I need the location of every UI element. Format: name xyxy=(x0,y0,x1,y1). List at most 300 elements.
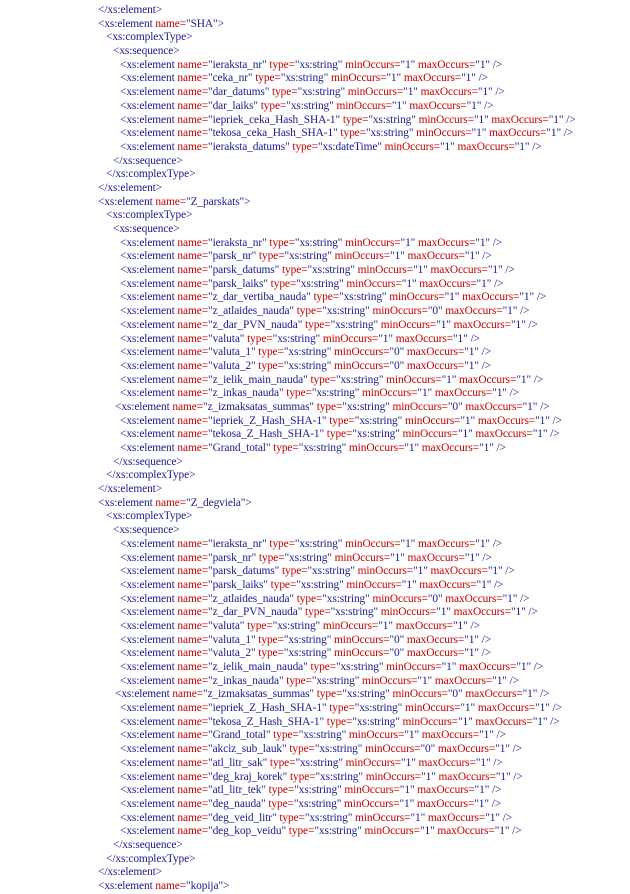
xml-markup: "deg_nauda" xyxy=(208,797,269,810)
xml-markup: "1" /> xyxy=(464,647,492,660)
xml-attribute-name: type= xyxy=(270,277,297,290)
xml-markup: <xs:element xyxy=(120,797,178,810)
xml-attribute-name: type= xyxy=(272,86,298,99)
xml-attribute-name: name= xyxy=(177,756,209,769)
xml-markup: <xs:element xyxy=(120,264,178,277)
xml-attribute-name: minOccurs= xyxy=(357,565,414,578)
xml-markup: "xs:string" xyxy=(283,633,335,646)
xml-markup: "1" /> xyxy=(466,99,494,112)
xml-attribute-name: type= xyxy=(258,359,284,372)
xml-markup: "1" /> xyxy=(464,346,492,359)
xml-markup: "0" xyxy=(427,305,446,318)
xml-markup: "valuta_2" xyxy=(208,359,259,372)
xml-markup: "1" /> xyxy=(502,305,530,318)
xml-markup: "1" xyxy=(419,825,438,838)
xml-line xyxy=(0,661,630,675)
xml-markup: "1" xyxy=(400,236,418,249)
xml-markup: "deg_veid_litr" xyxy=(208,811,280,824)
xml-markup: <xs:element xyxy=(120,674,178,687)
xml-line xyxy=(0,812,630,826)
xml-line xyxy=(0,743,630,757)
xml-attribute-name: maxOccurs= xyxy=(427,811,486,824)
xml-attribute-name: maxOccurs= xyxy=(462,291,520,304)
xml-markup: "z_ielik_main_nauda" xyxy=(208,373,311,386)
xml-markup: "1" /> xyxy=(453,332,480,345)
xml-markup: "valuta" xyxy=(208,332,248,345)
xml-markup: "xs:string" xyxy=(315,770,366,783)
xml-attribute-name: maxOccurs= xyxy=(409,99,467,112)
xml-attribute-name: maxOccurs= xyxy=(465,400,523,413)
xml-markup: "1" xyxy=(460,414,478,427)
xml-attribute-name: type= xyxy=(305,606,331,619)
xml-markup: <xs:element xyxy=(120,715,178,728)
xml-markup: "1" /> xyxy=(461,72,488,85)
xml-markup: "ieraksta_nr" xyxy=(208,236,270,249)
xml-attribute-name: minOccurs= xyxy=(384,140,440,153)
xml-attribute-name: maxOccurs= xyxy=(475,428,533,441)
xml-markup: "z_ielik_main_nauda" xyxy=(208,661,311,673)
xml-attribute-name: type= xyxy=(342,113,369,126)
xml-markup: "xs:string" xyxy=(283,359,335,372)
xml-markup: <xs:element xyxy=(120,127,178,140)
xml-markup: "deg_kraj_korek" xyxy=(208,770,290,783)
xml-attribute-name: name= xyxy=(155,880,187,892)
xml-markup: <xs:complexType> xyxy=(106,209,193,222)
xml-line xyxy=(0,579,630,593)
xml-line xyxy=(0,387,630,401)
xml-markup: <xs:element xyxy=(120,359,178,372)
xml-markup: </xs:element> xyxy=(98,181,163,194)
xml-attribute-name: minOccurs= xyxy=(402,715,458,728)
xml-attribute-name: maxOccurs= xyxy=(417,236,476,249)
xml-markup: <xs:element xyxy=(120,113,178,126)
xml-attribute-name: maxOccurs= xyxy=(417,58,476,71)
xml-line xyxy=(0,853,630,867)
xml-markup: "1" xyxy=(413,565,431,578)
xml-line xyxy=(0,675,630,689)
xml-markup: "1" xyxy=(417,387,435,400)
xml-markup: "z_izmaksatas_summas" xyxy=(203,688,317,701)
xml-markup: "1" /> xyxy=(475,756,503,769)
xml-markup: "xs:string" xyxy=(284,250,335,263)
xml-markup: "1" xyxy=(421,770,439,783)
xml-markup: "xs:string" xyxy=(286,99,337,112)
xml-line xyxy=(0,59,630,73)
xml-attribute-name: maxOccurs= xyxy=(453,318,511,331)
xml-line xyxy=(0,141,630,155)
xml-markup: <xs:element xyxy=(98,880,156,892)
xml-line xyxy=(0,45,630,59)
xml-attribute-name: name= xyxy=(177,770,209,783)
xml-markup: "1" xyxy=(441,373,460,386)
xml-line xyxy=(0,209,630,223)
xml-attribute-name: name= xyxy=(177,633,209,646)
xml-markup: <xs:element xyxy=(120,702,178,715)
xml-attribute-name: minOccurs= xyxy=(334,647,390,660)
xml-attribute-name: type= xyxy=(247,619,273,632)
xml-attribute-name: minOccurs= xyxy=(386,661,442,673)
xml-attribute-name: maxOccurs= xyxy=(434,387,493,400)
xml-line xyxy=(0,688,630,702)
xml-schema-listing xyxy=(0,4,630,894)
xml-attribute-name: maxOccurs= xyxy=(420,86,478,99)
xml-markup: "0" xyxy=(389,633,407,646)
xml-line xyxy=(0,839,630,853)
xml-markup: <xs:element xyxy=(120,619,178,632)
xml-attribute-name: maxOccurs= xyxy=(419,578,477,591)
xml-attribute-name: type= xyxy=(292,140,318,153)
xml-attribute-name: minOccurs= xyxy=(344,797,400,810)
xml-attribute-name: type= xyxy=(258,250,285,263)
xml-attribute-name: type= xyxy=(270,578,297,591)
xml-attribute-name: name= xyxy=(177,578,209,591)
xml-markup: <xs:element xyxy=(115,688,173,701)
xml-attribute-name: name= xyxy=(155,496,187,509)
xml-markup: "xs:string" xyxy=(297,86,348,99)
xml-attribute-name: type= xyxy=(269,537,295,550)
xml-attribute-name: type= xyxy=(268,797,294,810)
xml-attribute-name: type= xyxy=(260,99,287,112)
xml-markup: <xs:element xyxy=(120,825,178,838)
xml-attribute-name: name= xyxy=(177,606,209,619)
xml-attribute-name: minOccurs= xyxy=(334,633,390,646)
xml-markup: "Grand_total" xyxy=(208,729,274,742)
xml-attribute-name: minOccurs= xyxy=(364,825,420,838)
xml-line xyxy=(0,757,630,771)
xml-line xyxy=(0,250,630,264)
xml-markup: "xs:string" xyxy=(330,606,381,619)
xml-attribute-name: maxOccurs= xyxy=(477,702,536,715)
xml-markup: "1" xyxy=(400,58,418,71)
xml-line xyxy=(0,634,630,648)
xml-markup: "xs:string" xyxy=(272,619,323,632)
xml-attribute-name: name= xyxy=(177,811,209,824)
xml-markup: "1" xyxy=(400,537,418,550)
xml-markup: "xs:string" xyxy=(314,743,366,756)
xml-attribute-name: name= xyxy=(155,195,187,208)
xml-markup: "1" /> xyxy=(535,414,562,427)
xml-line xyxy=(0,565,630,579)
xml-markup: "z_dar_vertiba_nauda" xyxy=(208,291,314,304)
xml-markup: <xs:element xyxy=(120,565,178,578)
xml-markup: "1" /> xyxy=(522,688,550,701)
xml-markup: "xs:string" xyxy=(311,387,362,400)
xml-attribute-name: type= xyxy=(326,715,353,728)
xml-attribute-name: name= xyxy=(177,264,209,277)
xml-markup: <xs:element xyxy=(120,661,178,673)
xml-line xyxy=(0,729,630,743)
xml-markup: <xs:element xyxy=(120,72,178,85)
xml-markup: <xs:element xyxy=(120,729,178,742)
xml-attribute-name: type= xyxy=(279,811,305,824)
xml-markup: "1" xyxy=(410,811,428,824)
xml-markup: "valuta" xyxy=(208,619,248,632)
xml-line xyxy=(0,456,630,470)
xml-line xyxy=(0,538,630,552)
xml-markup: "1" xyxy=(457,428,476,441)
xml-markup: "1" xyxy=(460,702,478,715)
xml-attribute-name: maxOccurs= xyxy=(445,305,503,318)
xml-attribute-name: maxOccurs= xyxy=(437,743,496,756)
xml-markup: "parsk_datums" xyxy=(208,264,282,277)
xml-markup: "xs:string" xyxy=(365,127,417,140)
xml-attribute-name: maxOccurs= xyxy=(395,619,453,632)
xml-attribute-name: type= xyxy=(258,346,284,359)
xml-attribute-name: type= xyxy=(289,770,316,783)
xml-markup: "1" /> xyxy=(474,797,502,810)
xml-line xyxy=(0,100,630,114)
xml-markup: "1" /> xyxy=(479,442,506,454)
xml-attribute-name: minOccurs= xyxy=(372,592,428,605)
xml-markup: <xs:element xyxy=(120,250,178,263)
xml-markup: "1" xyxy=(444,291,463,304)
xml-attribute-name: minOccurs= xyxy=(372,305,428,318)
xml-markup: "xs:string" xyxy=(354,702,405,715)
xml-attribute-name: name= xyxy=(177,661,209,673)
xml-attribute-name: name= xyxy=(177,113,209,126)
xml-attribute-name: name= xyxy=(177,592,209,605)
xml-markup: "xs:string" xyxy=(307,264,358,277)
xml-attribute-name: maxOccurs= xyxy=(491,113,549,126)
xml-attribute-name: maxOccurs= xyxy=(421,729,480,742)
xml-markup: "xs:string" xyxy=(295,756,346,769)
xml-attribute-name: name= xyxy=(155,17,187,30)
xml-markup: "valuta_1" xyxy=(208,633,259,646)
xml-markup: "xs:string" xyxy=(294,236,346,249)
xml-markup: "xs:string" xyxy=(294,537,346,550)
xml-attribute-name: maxOccurs= xyxy=(465,688,523,701)
xml-line xyxy=(0,880,630,894)
xml-markup: "xs:string" xyxy=(294,784,345,797)
xml-line xyxy=(0,620,630,634)
xml-attribute-name: maxOccurs= xyxy=(453,606,511,619)
xml-markup: </xs:complexType> xyxy=(106,168,196,181)
xml-attribute-name: name= xyxy=(177,332,209,345)
xml-markup: "xs:string" xyxy=(283,346,335,359)
xml-attribute-name: name= xyxy=(177,277,209,290)
xml-attribute-name: name= xyxy=(172,688,204,701)
xml-attribute-name: minOccurs= xyxy=(380,318,437,331)
xml-line xyxy=(0,264,630,278)
xml-markup: "1" xyxy=(404,442,422,454)
xml-markup: <xs:element xyxy=(120,140,178,153)
xml-line xyxy=(0,182,630,196)
xml-line xyxy=(0,866,630,880)
xml-line xyxy=(0,360,630,374)
xml-attribute-name: minOccurs= xyxy=(365,743,421,756)
xml-markup: "xs:string" xyxy=(296,578,347,591)
xml-attribute-name: name= xyxy=(177,250,209,263)
xml-markup: "Z_degviela"> xyxy=(186,496,252,509)
xml-attribute-name: minOccurs= xyxy=(334,551,391,564)
xml-markup: <xs:sequence> xyxy=(113,45,180,58)
xml-attribute-name: minOccurs= xyxy=(334,359,390,372)
xml-markup: <xs:element xyxy=(98,17,156,30)
xml-markup: <xs:element xyxy=(120,743,178,756)
xml-attribute-name: maxOccurs= xyxy=(406,633,465,646)
xml-markup: "1" /> xyxy=(494,825,522,838)
xml-line xyxy=(0,319,630,333)
xml-line xyxy=(0,497,630,511)
xml-attribute-name: name= xyxy=(177,784,209,797)
xml-attribute-name: name= xyxy=(177,291,209,304)
xml-line xyxy=(0,524,630,538)
xml-attribute-name: type= xyxy=(281,264,308,277)
xml-markup: "iepriek_Z_Hash_SHA-1" xyxy=(208,414,330,427)
xml-markup: "0" xyxy=(427,592,446,605)
xml-markup: "1" xyxy=(473,113,492,126)
xml-markup: "deg_kop_veidu" xyxy=(208,825,289,838)
xml-attribute-name: name= xyxy=(177,551,209,564)
xml-attribute-name: name= xyxy=(172,400,204,413)
xml-attribute-name: type= xyxy=(286,674,312,687)
xml-attribute-name: name= xyxy=(177,565,209,578)
xml-line xyxy=(0,784,630,798)
xml-markup: <xs:element xyxy=(120,291,178,304)
xml-attribute-name: maxOccurs= xyxy=(438,770,496,783)
xml-markup: <xs:sequence> xyxy=(113,524,180,537)
xml-attribute-name: type= xyxy=(255,72,281,85)
xml-attribute-name: type= xyxy=(289,743,315,756)
xml-markup: <xs:element xyxy=(120,332,178,345)
xml-markup: "xs:string" xyxy=(352,428,403,441)
xml-attribute-name: maxOccurs= xyxy=(418,756,476,769)
xml-attribute-name: type= xyxy=(316,688,343,701)
xml-attribute-name: maxOccurs= xyxy=(407,551,465,564)
xml-attribute-name: type= xyxy=(313,291,340,304)
xml-markup: "1" /> xyxy=(492,674,519,687)
xml-attribute-name: type= xyxy=(269,236,295,249)
xml-markup: "1" xyxy=(401,578,420,591)
xml-markup: "1" xyxy=(386,72,404,85)
xml-line xyxy=(0,196,630,210)
xml-attribute-name: minOccurs= xyxy=(322,619,379,632)
xml-markup: "dar_laiks" xyxy=(208,99,261,112)
xml-attribute-name: minOccurs= xyxy=(347,86,404,99)
xml-attribute-name: minOccurs= xyxy=(362,674,418,687)
xml-attribute-name: maxOccurs= xyxy=(475,715,533,728)
xml-attribute-name: minOccurs= xyxy=(346,277,402,290)
xml-attribute-name: minOccurs= xyxy=(402,428,458,441)
xml-markup: "1" xyxy=(399,797,417,810)
xml-attribute-name: name= xyxy=(177,729,209,742)
xml-attribute-name: maxOccurs= xyxy=(406,346,465,359)
xml-attribute-name: name= xyxy=(177,140,209,153)
xml-line xyxy=(0,223,630,237)
xml-markup: "1" /> xyxy=(502,592,530,605)
xml-markup: "xs:string" xyxy=(283,647,335,660)
xml-markup: "1" /> xyxy=(464,633,492,646)
xml-markup: "0" xyxy=(447,400,466,413)
xml-attribute-name: minOccurs= xyxy=(330,72,387,85)
xml-markup: <xs:element xyxy=(120,277,178,290)
xml-markup: "xs:string" xyxy=(335,373,387,386)
xml-attribute-name: type= xyxy=(310,661,336,673)
xml-attribute-name: type= xyxy=(329,702,355,715)
xml-markup: "z_atlaides_nauda" xyxy=(208,305,297,318)
xml-line xyxy=(0,278,630,292)
xml-markup: <xs:element xyxy=(120,86,178,99)
xml-markup: "xs:string" xyxy=(298,442,349,454)
xml-markup: "1" /> xyxy=(476,277,504,290)
xml-attribute-name: type= xyxy=(329,414,355,427)
xml-markup: "1" /> xyxy=(476,578,504,591)
xml-markup: "xs:string" xyxy=(335,661,387,673)
xml-line xyxy=(0,716,630,730)
xml-attribute-name: name= xyxy=(177,715,209,728)
xml-markup: "0" xyxy=(447,688,466,701)
xml-attribute-name: minOccurs= xyxy=(416,127,472,140)
xml-markup: "tekosa_ceka_Hash_SHA-1" xyxy=(208,127,341,140)
xml-attribute-name: name= xyxy=(177,428,209,441)
xml-markup: "xs:string" xyxy=(311,674,362,687)
xml-attribute-name: type= xyxy=(305,318,331,331)
xml-markup: "xs:string" xyxy=(342,688,393,701)
xml-markup: "1" xyxy=(440,140,458,153)
xml-markup: "xs:string" xyxy=(298,729,349,742)
xml-markup: "1" /> xyxy=(464,551,492,564)
xml-attribute-name: type= xyxy=(269,756,296,769)
xml-markup: "1" /> xyxy=(477,86,505,99)
xml-attribute-name: maxOccurs= xyxy=(459,373,517,386)
xml-attribute-name: maxOccurs= xyxy=(403,72,462,85)
xml-markup: <xs:element xyxy=(120,428,178,441)
xml-markup: "Grand_total" xyxy=(208,442,274,454)
xml-markup: "z_dar_PVN_nauda" xyxy=(208,318,306,331)
xml-markup: "1" /> xyxy=(479,729,506,742)
xml-line xyxy=(0,593,630,607)
xml-markup: "xs:string" xyxy=(280,72,331,85)
xml-line xyxy=(0,333,630,347)
xml-line xyxy=(0,606,630,620)
xml-attribute-name: minOccurs= xyxy=(346,578,402,591)
xml-attribute-name: minOccurs= xyxy=(380,606,437,619)
xml-attribute-name: name= xyxy=(177,619,209,632)
xml-attribute-name: name= xyxy=(177,797,209,810)
xml-attribute-name: minOccurs= xyxy=(357,264,414,277)
xml-attribute-name: type= xyxy=(258,633,284,646)
xml-markup: "ieraksta_nr" xyxy=(208,537,270,550)
xml-line xyxy=(0,702,630,716)
xml-markup: "xs:string" xyxy=(354,414,405,427)
xml-markup: "parsk_datums" xyxy=(208,565,282,578)
xml-line xyxy=(0,4,630,18)
xml-attribute-name: maxOccurs= xyxy=(437,825,495,838)
xml-markup: "iepriek_Z_Hash_SHA-1" xyxy=(208,702,330,715)
xml-attribute-name: name= xyxy=(177,414,209,427)
xml-markup: "kopija"> xyxy=(186,880,230,892)
xml-attribute-name: name= xyxy=(177,702,209,715)
xml-attribute-name: minOccurs= xyxy=(418,113,474,126)
xml-attribute-name: maxOccurs= xyxy=(416,797,475,810)
xml-markup: <xs:element xyxy=(120,811,178,824)
xml-attribute-name: type= xyxy=(273,442,299,454)
xml-attribute-name: maxOccurs= xyxy=(489,127,547,140)
xml-markup: "parsk_laiks" xyxy=(208,578,271,591)
xml-markup: </xs:element> xyxy=(98,866,163,879)
xml-attribute-name: minOccurs= xyxy=(348,729,405,742)
xml-attribute-name: name= xyxy=(177,647,209,660)
xml-attribute-name: maxOccurs= xyxy=(457,140,515,153)
xml-markup: "xs:string" xyxy=(272,332,323,345)
xml-markup: "1" /> xyxy=(464,359,492,372)
xml-markup: "1" xyxy=(404,729,422,742)
xml-markup: "1" /> xyxy=(535,702,562,715)
xml-attribute-name: name= xyxy=(177,537,209,550)
xml-attribute-name: type= xyxy=(286,387,312,400)
xml-markup: "z_inkas_nauda" xyxy=(208,387,287,400)
xml-line xyxy=(0,552,630,566)
